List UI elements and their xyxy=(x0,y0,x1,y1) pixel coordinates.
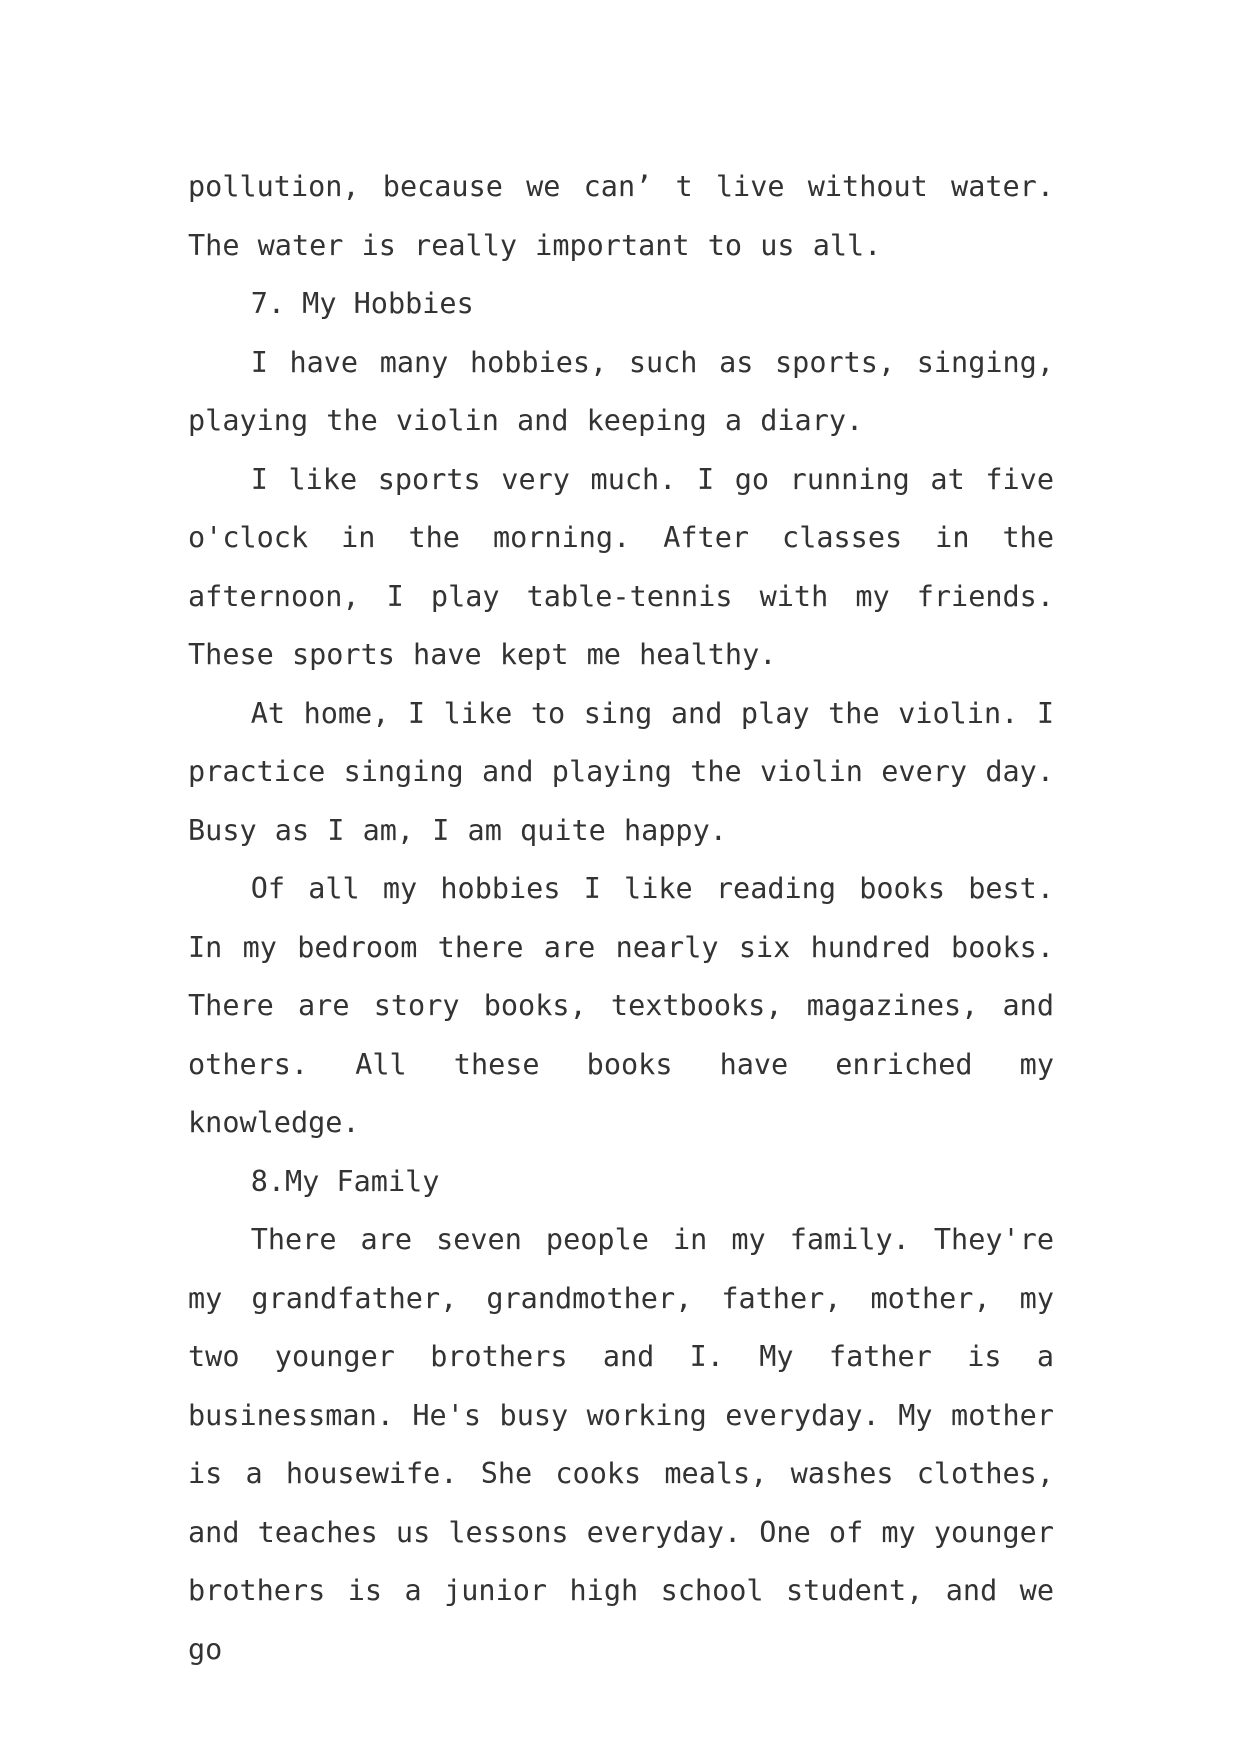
paragraph-reading-books: Of all my hobbies I like reading books best. In my bedroom there are nearly six hundred books. There are story books, textbooks, magazines, and others. All these books have enriched my knowledge. xyxy=(188,872,1054,1139)
paragraph-singing-violin: At home, I like to sing and play the violin. I practice singing and playing the violin every day. Busy as I am, I am quite happy. xyxy=(188,696,1054,847)
paragraph-hobbies-intro: I have many hobbies, such as sports, singing, playing the violin and keeping a diary. xyxy=(188,345,1054,437)
section-heading-my-hobbies: 7. My Hobbies xyxy=(250,287,474,320)
paragraph-sports: I like sports very much. I go running at five o'clock in the morning. After classes in the afternoon, I play table-tennis with my friends. These sports have kept me healthy. xyxy=(188,462,1054,671)
section-heading-my-family: 8.My Family xyxy=(250,1164,440,1198)
document-page xyxy=(188,158,1054,1679)
paragraph-water-continuation: pollution, because we can’ t live without water. The water is really important to us all. xyxy=(188,170,1054,262)
paragraph-family: There are seven people in my family. They're my grandfather, grandmother, father, mother, my two younger brothers and I. My father is a businessman. He's busy working everyday. My mother is a housewife. She cooks meals, washes clothes, and teaches us lessons everyday. One of my younger brothers is a junior high school student, and we go xyxy=(188,1223,1054,1666)
